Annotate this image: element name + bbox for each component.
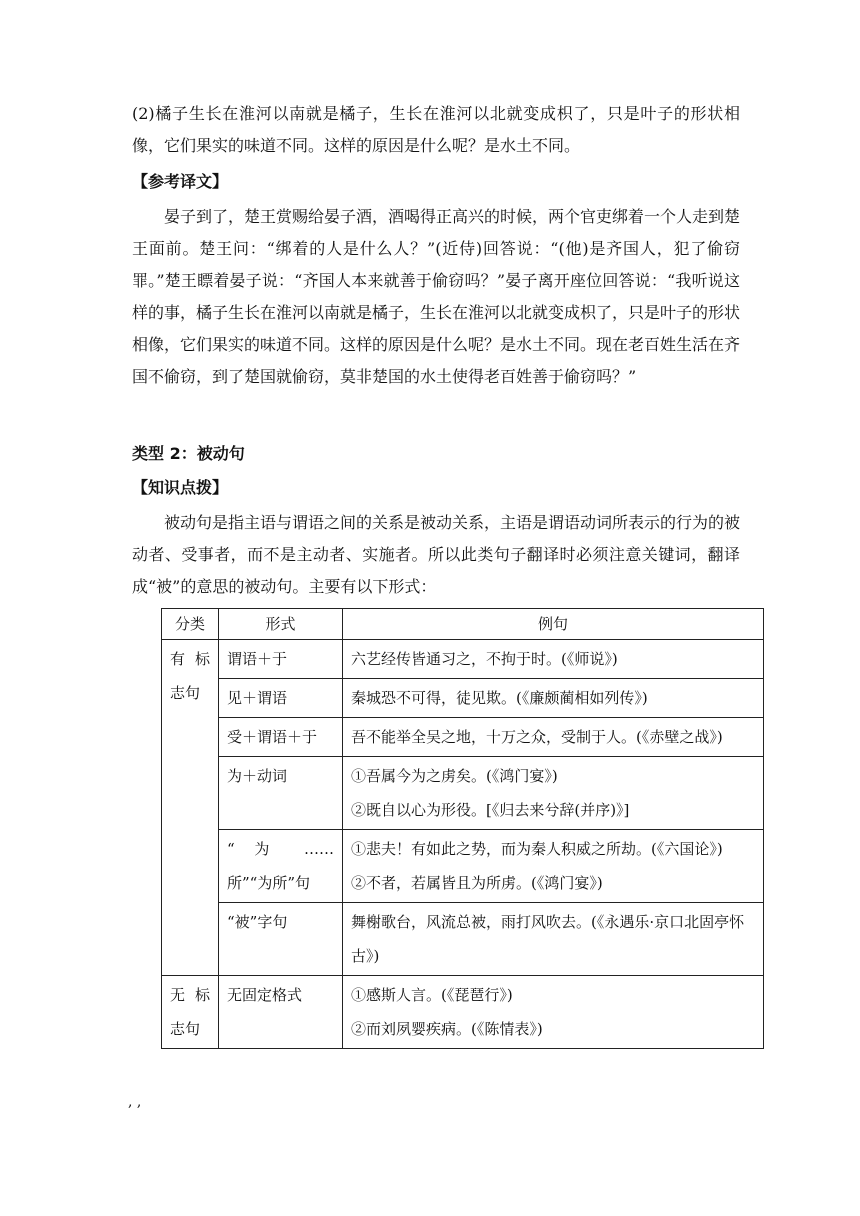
form-cell: “被”字句 (219, 903, 343, 976)
form-cell: 见＋谓语 (219, 679, 343, 718)
table-row (162, 679, 764, 718)
example-line: ①感斯人言。(《琵琶行》) (351, 986, 513, 1004)
example-cell (343, 757, 764, 830)
example-line: 六艺经传皆通习之，不拘于时。(《师说》) (351, 650, 618, 668)
example-cell (343, 903, 764, 976)
header-example: 例句 (343, 609, 764, 640)
form-cell: 受＋谓语＋于 (219, 718, 343, 757)
example-cell (343, 976, 764, 1049)
example-line: 舞榭歌台，风流总被，雨打风吹去。(《永遇乐·京口北固亭怀古》) (351, 913, 745, 965)
example-line: ①吾属今为之虏矣。(《鸿门宴》) (351, 767, 558, 785)
translation-paragraph: 晏子到了，楚王赏赐给晏子酒，酒喝得正高兴的时候，两个官吏绑着一个人走到楚王面前。楚王问：“绑着的人是什么人？”(近侍)回答说：“(他)是齐国人，犯了偷窃罪。”楚王瞟着晏子说：“齐国人本来就善于偷窃吗？”晏子离开座位回答说：“我听说这样的事，橘子生长在淮河以南就是橘子，生长在淮河以北就变成枳了，只是叶子的形状相像，它们果实的味道不同。这样的原因是什么呢？是水土不同。现在老百姓生活在齐国不偷窃，到了楚国就偷窃，莫非楚国的水土使得老百姓善于偷窃吗？” (132, 207, 741, 386)
heading-knowledge-tip: 【知识点拨】 (132, 478, 229, 497)
header-form: 形式 (219, 609, 343, 640)
table-row (162, 757, 764, 830)
heading-reference-translation: 【参考译文】 (132, 172, 229, 191)
table-row (162, 640, 764, 679)
category-marked: 有 标志句 (162, 640, 219, 976)
form-cell: 无固定格式 (219, 976, 343, 1049)
category-unmarked: 无 标志句 (162, 976, 219, 1049)
heading-type-2: 类型 2：被动句 (132, 444, 245, 463)
example-cell (343, 718, 764, 757)
table-row (162, 718, 764, 757)
example-line: ②既自以心为形役。[《归去来兮辞(并序)》] (351, 801, 630, 819)
example-line: 吾不能举全吴之地，十万之众，受制于人。(《赤壁之战》) (351, 728, 723, 746)
table-row (162, 976, 764, 1049)
knowledge-paragraph: 被动句是指主语与谓语之间的关系是被动关系，主语是谓语动词所表示的行为的被动者、受事者，而不是主动者、实施者。所以此类句子翻译时必须注意关键词，翻译成“被”的意思的被动句。主要有以下形式： (132, 513, 741, 596)
example-line: ②不者，若属皆且为所虏。(《鸿门宴》) (351, 874, 603, 892)
example-cell (343, 679, 764, 718)
example-line: ①悲夫！有如此之势，而为秦人积威之所劫。(《六国论》) (351, 840, 723, 858)
form-cell: 谓语＋于 (219, 640, 343, 679)
form-cell: “ 为 ……所”“为所”句 (219, 830, 343, 903)
table-header-row (162, 609, 764, 640)
table-row (162, 903, 764, 976)
trailing-marks: , , (128, 1094, 142, 1110)
example-line: ②而刘夙婴疾病。(《陈情表》) (351, 1020, 543, 1038)
header-category: 分类 (162, 609, 219, 640)
example-cell (343, 640, 764, 679)
form-cell: 为＋动词 (219, 757, 343, 830)
table-row (162, 830, 764, 903)
example-line: 秦城恐不可得，徒见欺。(《廉颇蔺相如列传》) (351, 689, 648, 707)
answer-paragraph-2: (2)橘子生长在淮河以南就是橘子，生长在淮河以北就变成枳了，只是叶子的形状相像，它们果实的味道不同。这样的原因是什么呢？是水土不同。 (132, 104, 740, 155)
example-cell (343, 830, 764, 903)
passive-forms-table (161, 608, 764, 1049)
